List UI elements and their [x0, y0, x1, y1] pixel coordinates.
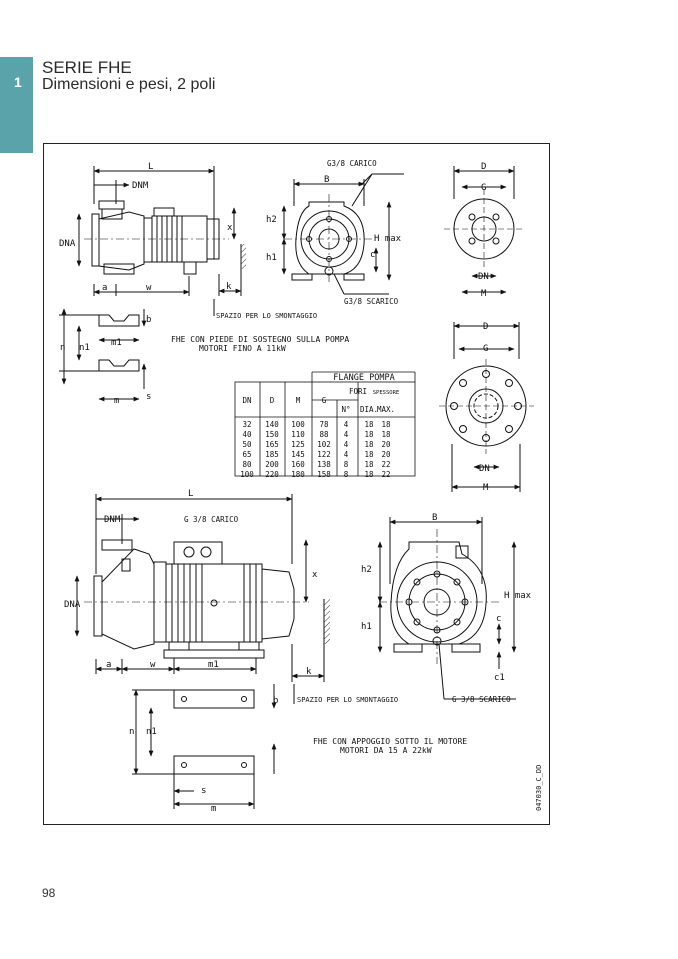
flange-table-cell: 138 — [317, 460, 331, 469]
flange-table-cell: 18 — [364, 440, 374, 449]
d2-w-label: w — [150, 660, 156, 670]
technical-drawing-frame — [43, 143, 550, 825]
flange-table-cell: 125 — [291, 440, 305, 449]
d1-s-label: s — [146, 392, 152, 402]
d1-x-label: x — [227, 223, 233, 233]
flange-table-cell: 78 — [319, 420, 329, 429]
flange-table-cell: 8 — [343, 460, 349, 469]
d1-DN-label: DN — [478, 272, 489, 282]
flange-table-cell: 22 — [381, 470, 391, 479]
d2-note-line1: FHE CON APPOGGIO SOTTO IL MOTORE — [313, 737, 468, 746]
d2-h1-label: h1 — [361, 622, 372, 632]
d1-h1-label: h1 — [266, 253, 277, 263]
d1-M-label: M — [481, 289, 487, 299]
flange-table-header-spessore: SPESSORE — [372, 390, 400, 396]
d2-scarico-label: G 3/8 SCARICO — [452, 695, 511, 704]
flange-table-header-max: MAX. — [376, 405, 396, 414]
flange-table-cell: 200 — [265, 460, 279, 469]
d2-carico-label: G 3/8 CARICO — [184, 515, 239, 524]
d1-L-label: L — [148, 162, 154, 172]
flange-table-cell: 165 — [265, 440, 279, 449]
flange-table-cell: 50 — [242, 440, 252, 449]
drawing1-feet-detail — [59, 309, 144, 399]
flange-table-cell: 22 — [381, 460, 391, 469]
flange-table-cell: 18 — [364, 450, 374, 459]
flange-table-header-m: M — [295, 396, 301, 405]
d1-b-label: b — [146, 315, 152, 325]
d2-k-label: k — [306, 667, 312, 677]
flange-table-cell: 100 — [240, 470, 254, 479]
flange-table-cell: 122 — [317, 450, 331, 459]
flange-table-cell: 18 — [381, 420, 391, 429]
flange-table-header-d: D — [269, 396, 275, 405]
d1-D-large-label: D — [483, 322, 489, 332]
chapter-number: 1 — [14, 74, 22, 90]
d2-DNA-label: DNA — [64, 600, 81, 610]
flange-table-cell: 80 — [242, 460, 252, 469]
d1-M-large-label: M — [483, 483, 489, 493]
flange-table-header-g: G — [321, 396, 327, 405]
d2-a-label: a — [106, 660, 112, 670]
flange-table-cell: 18 — [364, 420, 374, 429]
flange-table-title: FLANGE POMPA — [333, 373, 395, 383]
flange-table-cell: 20 — [381, 440, 391, 449]
d1-G-large-label: G — [483, 344, 489, 354]
flange-table-cell: 180 — [291, 470, 305, 479]
flange-table-cell: 145 — [291, 450, 305, 459]
d2-n1-label: n1 — [146, 727, 157, 737]
d1-note-line1: FHE CON PIEDE DI SOSTEGNO SULLA POMPA — [171, 335, 350, 344]
d1-w-label: w — [146, 283, 152, 293]
flange-table-cell: 18 — [364, 470, 374, 479]
flange-table-cell: 18 — [381, 430, 391, 439]
flange-table-cell: 158 — [317, 470, 331, 479]
d1-h2-label: h2 — [266, 215, 277, 225]
d1-B-label: B — [324, 175, 330, 185]
d1-note-line2: MOTORI FINO A 11kW — [199, 344, 286, 353]
flange-table-cell: 102 — [317, 440, 331, 449]
d1-carico-label: G3/8 CARICO — [327, 159, 377, 168]
d1-hmax-label: H max — [374, 234, 402, 244]
d2-m1-label: m1 — [208, 660, 219, 670]
flange-table-header-dn: DN — [242, 396, 252, 405]
flange-table-header-fori: FORI — [348, 387, 368, 396]
drawing-code: 047030_C_DD — [535, 764, 543, 811]
d1-D-label: D — [481, 162, 487, 172]
flange-table-rows — [240, 420, 391, 479]
d1-scarico-label: G3/8 SCARICO — [344, 297, 399, 306]
flange-table-cell: 4 — [343, 420, 349, 429]
d1-DNM-label: DNM — [132, 181, 149, 191]
flange-table-cell: 8 — [343, 470, 349, 479]
flange-table-header-dia: DIA. — [359, 405, 379, 414]
technical-drawing — [44, 144, 549, 824]
page-title: SERIE FHE — [42, 58, 132, 77]
flange-table-cell: 150 — [265, 430, 279, 439]
flange-table-cell: 140 — [265, 420, 279, 429]
d2-s-label: s — [201, 786, 207, 796]
d2-h2-label: h2 — [361, 565, 372, 575]
d1-spazio-label: SPAZIO PER LO SMONTAGGIO — [216, 312, 318, 320]
d2-c1-label: c1 — [494, 673, 505, 683]
flange-table-cell: 18 — [364, 460, 374, 469]
d2-spazio-label: SPAZIO PER LO SMONTAGGIO — [297, 696, 399, 704]
flange-table-header-n: N° — [341, 405, 351, 414]
page-number: 98 — [42, 886, 56, 900]
d1-DNA-label: DNA — [59, 239, 76, 249]
d1-DN-large-label: DN — [479, 464, 490, 474]
drawing1-side-view — [79, 166, 246, 316]
flange-table-cell: 20 — [381, 450, 391, 459]
drawing2-side-view — [77, 494, 330, 704]
d2-note-line2: MOTORI DA 15 A 22kW — [340, 746, 432, 755]
flange-table-cell: 100 — [291, 420, 305, 429]
d2-c-label: c — [496, 614, 502, 624]
d1-G-label: G — [481, 183, 487, 193]
d2-b-label: b — [273, 696, 279, 706]
page-subtitle: Dimensioni e pesi, 2 poli — [42, 76, 216, 93]
d2-x-label: x — [312, 570, 318, 580]
chapter-tab — [0, 57, 33, 153]
d1-n1-label: n1 — [79, 343, 90, 353]
flange-table-cell: 4 — [343, 450, 349, 459]
d1-m1-label: m1 — [111, 338, 122, 348]
d1-a-label: a — [102, 283, 108, 293]
d1-c-label: c — [370, 250, 376, 260]
d2-n-label: n — [129, 727, 135, 737]
flange-table-cell: 185 — [265, 450, 279, 459]
flange-table-cell: 220 — [265, 470, 279, 479]
d2-B-label: B — [432, 513, 438, 523]
flange-table-cell: 40 — [242, 430, 252, 439]
d1-k-label: k — [226, 282, 232, 292]
d2-hmax-label: H max — [504, 591, 532, 601]
d1-m-label: m — [114, 396, 120, 406]
d2-m-label: m — [211, 804, 217, 814]
d1-n-label: n — [60, 343, 66, 353]
flange-table-cell: 160 — [291, 460, 305, 469]
drawing2-front-view — [379, 517, 516, 699]
flange-table-cell: 110 — [291, 430, 305, 439]
flange-table-cell: 4 — [343, 440, 349, 449]
flange-table-cell: 32 — [242, 420, 252, 429]
flange-table-cell: 88 — [319, 430, 329, 439]
d2-L-label: L — [188, 489, 194, 499]
flange-table-cell: 18 — [364, 430, 374, 439]
flange-table-cell: 65 — [242, 450, 252, 459]
flange-table-cell: 4 — [343, 430, 349, 439]
d2-DNM-label: DNM — [104, 515, 121, 525]
